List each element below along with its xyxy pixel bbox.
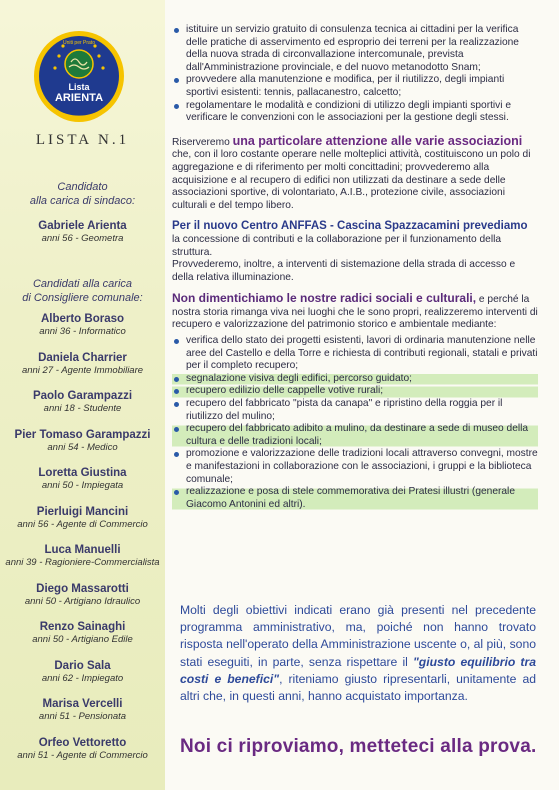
program-text — [172, 24, 538, 511]
list-item: promozione e valorizzazione delle tradizioni locali attraverso convegni, mostre e manifestazioni in collaborazione con le associazioni, i gruppi e la biblioteca comunale; — [172, 448, 538, 486]
list-number: LISTA N.1 — [35, 132, 130, 148]
svg-text:ARIENTA: ARIENTA — [54, 92, 104, 104]
list-item: verifica dello stato dei progetti esistenti, lavori di ordinaria manutenzione nelle aree del Castello e della Torre e richiesta di contributi regionali, statali e privati per il completo recupero; — [172, 335, 538, 373]
mayor-heading: Candidato alla carica di sindaco: — [29, 181, 136, 207]
svg-text:Uniti per Prato: Uniti per Prato — [63, 40, 95, 46]
list-item: regolamentare le modalità e condizioni di utilizzo degli impianti sportivi e verificare le convenzioni con le associazioni per la gestione degli stessi. — [172, 100, 538, 125]
list-item: provvedere alla manutenzione e modifica, per il riutilizzo, degli impianti sportivi esistenti: tennis, pallacanestro, calcetto; — [172, 74, 538, 99]
candidate-item: Luca Manuelli anni 39 - Ragioniere-Commercialista — [5, 544, 160, 568]
candidate-item: Daniela Charrier anni 27 - Agente Immobiliare — [21, 352, 144, 376]
lista-arienta-logo — [33, 30, 125, 122]
candidate-item: Paolo Garampazzi anni 18 - Studente — [32, 390, 133, 414]
anffas-paragraph: Per il nuovo Centro ANFFAS - Cascina Spazzacamini prevediamo la concessione di contributi e la collaborazione per il funzionamento della struttura. Provvederemo, inoltre, a interventi di sistemazione della strada di accesso e della relativa illuminazione. — [172, 220, 528, 283]
slogan: Noi ci riproviamo, metteteci alla prova. — [180, 736, 537, 757]
associations-highlight: una particolare attenzione alle varie associazioni — [232, 133, 523, 148]
closing-quote: "giusto equilibrio tra costi e benefici" — [180, 654, 537, 686]
list-item: recupero del fabbricato "pista da canapa" e ripristino della roggia per il riutilizzo del mulino; — [172, 398, 538, 423]
candidate-item: Alberto Boraso anni 36 - Informatico — [39, 313, 126, 337]
roots-bullet-list — [172, 335, 538, 511]
closing-paragraph: Molti degli obiettivi indicati erano già presenti nel precedente programma amministrativo, ma, poiché non hanno trovato risposta nell'operato della Amministrazione uscente o, al più, sono stati eseguiti, in parte, senza rispettare il "giusto equilibrio tra costi e benefici", riteniamo giusto ripresentarli, unitamente ad altri che, in questi anni, hanno acquistato importanza. — [180, 603, 537, 704]
roots-highlight: Non dimentichiamo le nostre radici sociali e culturali, — [172, 291, 477, 306]
candidate-item: Pierluigi Mancini anni 56 - Agente di Commercio — [17, 506, 148, 530]
list-item: istituire un servizio gratuito di consulenza tecnica ai cittadini per la verifica delle pratiche di asservimento ed esproprio dei terreni per la realizzazione della nuova strada di circonvallazione intercomunale, prevista dall'Amministrazione provinciale, e del nuovo metanodotto Snam; — [172, 24, 538, 74]
svg-text:Lista: Lista — [68, 82, 90, 92]
council-heading: Candidati alla carica di Consigliere comunale: — [22, 278, 143, 304]
list-item: segnalazione visiva degli edifici, percorso guidato; — [172, 373, 538, 386]
candidates-sidebar — [0, 0, 165, 790]
candidate-item: Marisa Vercelli anni 51 - Pensionata — [38, 698, 127, 722]
anffas-highlight: Per il nuovo Centro ANFFAS - Cascina Spazzacamini prevediamo — [172, 220, 528, 233]
candidate-item: Dario Sala anni 62 - Impiegato — [41, 660, 124, 684]
list-item: realizzazione e posa di stele commemorativa dei Pratesi illustri (generale Giacomo Antonini ed altri). — [172, 486, 538, 511]
candidate-item: Orfeo Vettoretto anni 51 - Agente di Commercio — [17, 737, 148, 761]
list-item: recupero del fabbricato adibito a mulino, da destinare a sede di museo della cultura e delle tradizioni locali; — [172, 423, 538, 448]
candidate-item: Diego Massarotti anni 50 - Artigiano Idraulico — [24, 583, 141, 607]
associations-paragraph: Riserveremo una particolare attenzione alle varie associazioni che, con il loro costante operare nelle molteplici attività, costituiscono un polo di aggregazione e di riferimento per molti concittadini; provvederemo alla acquisizione e al recupero di edifici non utilizzati da destinare a sede delle associazioni sportive, di volontariato, A.I.B., protezione civile, associazioni culturali e del tempo libero. — [172, 133, 531, 211]
mayor-candidate: Gabriele Arienta anni 56 - Geometra — [38, 220, 127, 244]
candidate-item: Pier Tomaso Garampazzi anni 54 - Medico — [14, 429, 151, 453]
list-item: recupero edilizio delle cappelle votive rurali; — [172, 385, 538, 398]
top-bullet-list — [172, 24, 538, 125]
roots-paragraph: Non dimentichiamo le nostre radici sociali e culturali, e perché la nostra storia rimanga viva nei luoghi che le sono propri, realizzeremo interventi di recupero e valorizzazione del patrimonio storico e ambientale mediante: — [172, 291, 538, 331]
candidate-item: Renzo Sainaghi anni 50 - Artigiano Edile — [32, 621, 133, 645]
candidate-item: Loretta Giustina anni 50 - Impiegata — [38, 467, 127, 491]
